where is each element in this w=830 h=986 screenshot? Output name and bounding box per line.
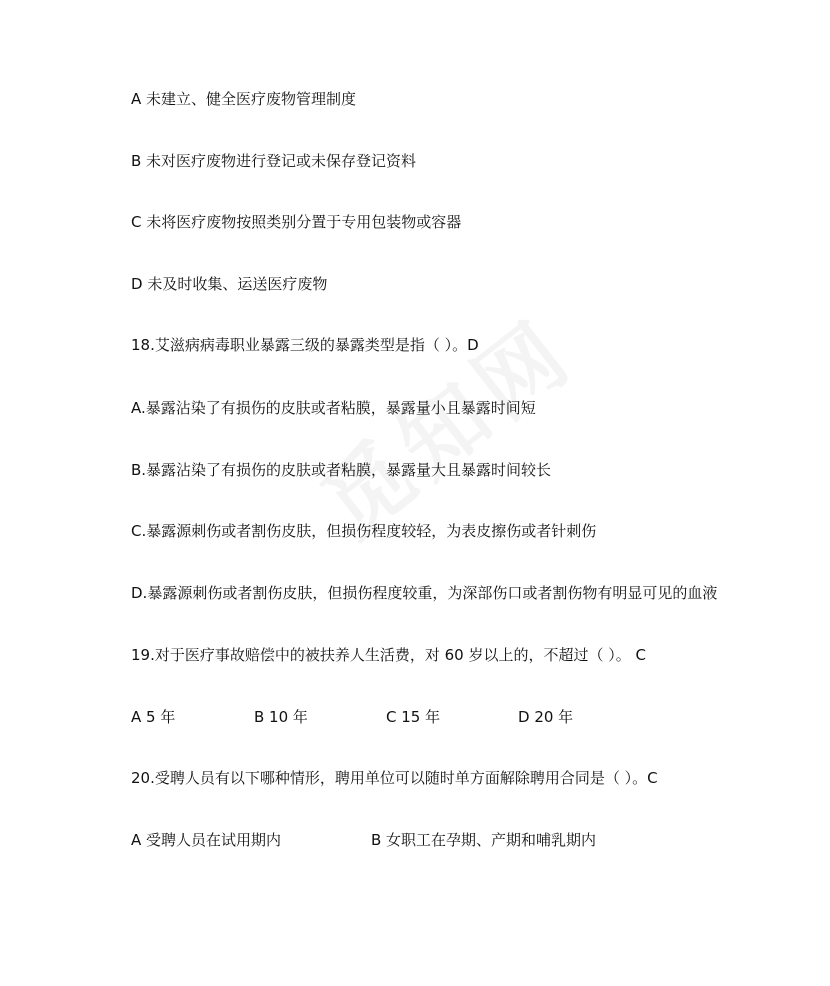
q19-option-c: C 15 年 xyxy=(386,708,441,726)
q18-option-c: C.暴露源刺伤或者割伤皮肤，但损伤程度较轻，为表皮擦伤或者针刺伤 xyxy=(131,522,597,540)
q19-option-d: D 20 年 xyxy=(518,708,574,726)
watermark xyxy=(292,284,595,559)
q20-option-b: B 女职工在孕期、产期和哺乳期内 xyxy=(371,831,597,849)
q18-option-d: D.暴露源刺伤或者割伤皮肤，但损伤程度较重，为深部伤口或者割伤物有明显可见的血液 xyxy=(131,584,718,602)
question-19: 19.对于医疗事故赔偿中的被扶养人生活费，对 60 岁以上的，不超过（ ）。 C xyxy=(131,646,646,664)
q18-option-b: B.暴露沾染了有损伤的皮肤或者粘膜，暴露量大且暴露时间较长 xyxy=(131,461,552,479)
q17-option-c: C 未将医疗废物按照类别分置于专用包装物或容器 xyxy=(131,213,462,231)
q17-option-d: D 未及时收集、运送医疗废物 xyxy=(131,275,328,293)
q17-option-b: B 未对医疗废物进行登记或未保存登记资料 xyxy=(131,152,417,170)
question-20: 20.受聘人员有以下哪种情形，聘用单位可以随时单方面解除聘用合同是（ ）。C xyxy=(131,769,658,787)
q18-option-a: A.暴露沾染了有损伤的皮肤或者粘膜，暴露量小且暴露时间短 xyxy=(131,399,536,417)
q19-option-b: B 10 年 xyxy=(254,708,308,726)
q19-option-a: A 5 年 xyxy=(131,708,176,726)
question-18: 18.艾滋病病毒职业暴露三级的暴露类型是指（ ）。D xyxy=(131,336,479,354)
q17-option-a: A 未建立、健全医疗废物管理制度 xyxy=(131,90,357,108)
q20-option-a: A 受聘人员在试用期内 xyxy=(131,831,282,849)
